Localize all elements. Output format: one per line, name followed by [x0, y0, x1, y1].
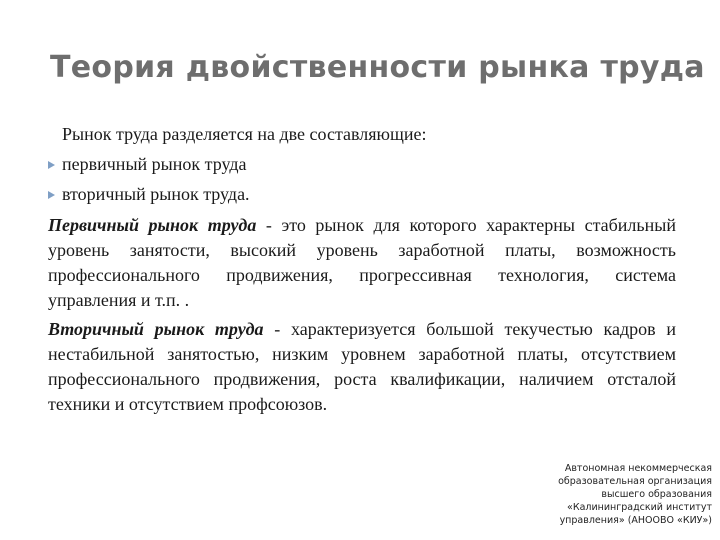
slide-title: Теория двойственности рынка труда: [50, 50, 705, 85]
organization-caption: [520, 462, 712, 527]
org-line: «Калининградский институт: [567, 502, 712, 513]
bullet-label: первичный рынок труда: [62, 154, 247, 174]
org-line: образовательная организация: [558, 476, 712, 487]
bullet-label: вторичный рынок труда.: [62, 184, 250, 204]
bullet-item-secondary: [48, 179, 676, 209]
slide-body: [48, 119, 676, 417]
lead-text: Рынок труда разделяется на две составляющие:: [62, 124, 427, 144]
bullet-item-primary: [48, 149, 676, 179]
term-secondary-market: Вторичный рынок труда: [48, 319, 264, 339]
paragraph-primary-market: [48, 213, 676, 313]
org-line: высшего образования: [601, 489, 712, 500]
term-primary-market: Первичный рынок труда: [48, 215, 257, 235]
triangle-bullet-icon: [48, 191, 55, 199]
definition-primary-market: - это рынок для которого характерны стабильный уровень занятости, высокий уровень заработной платы, возможность профессионального продвижения, прогрессивная технология, система управления и т.п. .: [48, 215, 676, 310]
org-line: управления» (АНООВО «КИУ»): [559, 515, 712, 526]
paragraph-secondary-market: [48, 317, 676, 417]
org-line: Автономная некоммерческая: [564, 463, 712, 474]
definition-secondary-market: - характеризуется большой текучестью кадров и нестабильной занятостью, низким уровнем заработной платы, отсутствием профессионального продвижения, роста квалификации, наличием отсталой техники и отсутствием профсоюзов.: [48, 319, 676, 414]
triangle-bullet-icon: [48, 161, 55, 169]
